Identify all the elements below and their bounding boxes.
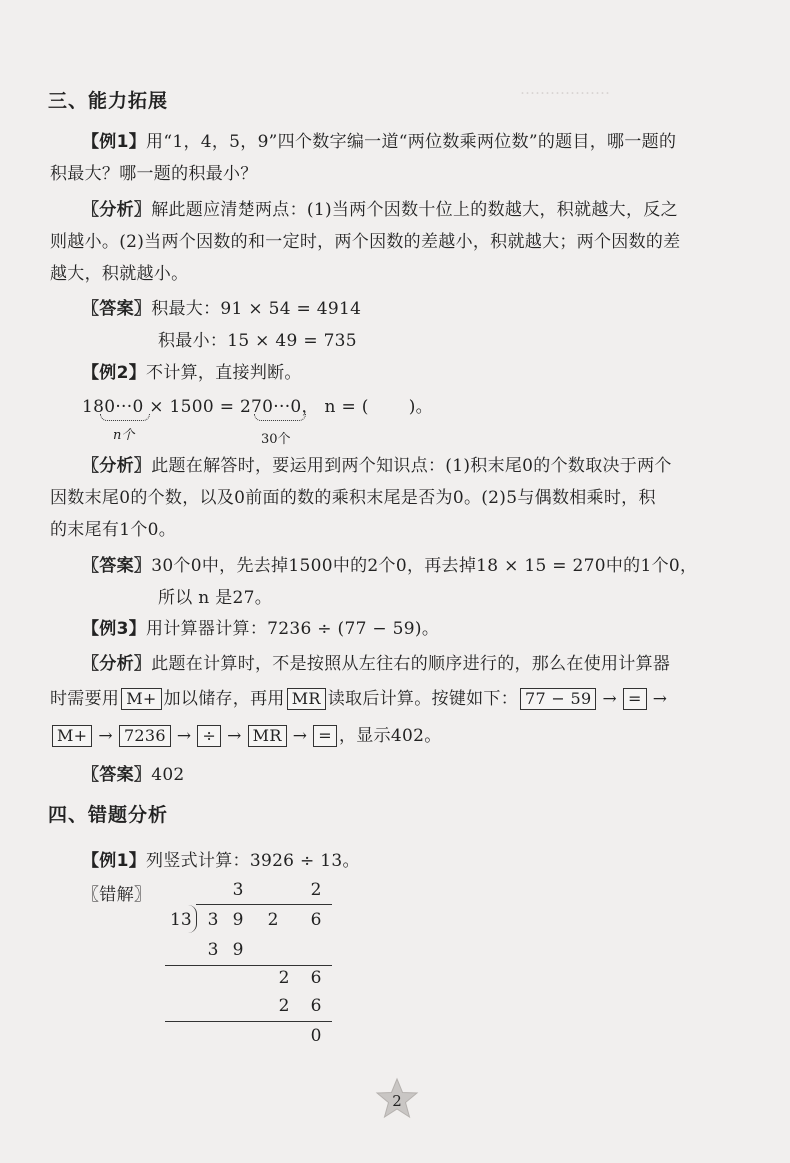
key-divide: ÷ [197,725,221,747]
divisor: 13 [170,910,192,930]
arrow-icon: → [98,726,113,746]
step-line [165,1021,332,1022]
ex3-question: 【例3】用计算器计算：7236 ÷ (77 − 59)。 [82,619,440,639]
step3-digit: 6 [310,996,322,1016]
ex1-question-line1: 【例1】用“1，4，5，9”四个数字编一道“两位数乘两位数”的题目，哪一题的 [82,132,677,152]
ex1-analysis-line1: 〖分析〗解此题应清楚两点：(1)当两个因数十位上的数越大，积就越大，反之 [82,200,678,220]
section-title-3: 三、能力拓展 [48,90,169,112]
step1-digit: 9 [232,940,244,960]
ex2-question: 【例2】不计算，直接判断。 [82,363,302,383]
key-mr: MR [287,688,326,710]
ex2-answer-line2: 所以 n 是27。 [158,588,273,608]
key-equals: = [623,688,647,710]
step3-digit: 2 [278,996,290,1016]
ex3-analysis-tag: 〖分析〗 [82,654,152,674]
quotient-digit: 3 [232,880,244,900]
arrow-icon: → [292,726,308,746]
ex3-analysis-line1: 〖分析〗此题在计算时，不是按照从左往右的顺序进行的，那么在使用计算器 [82,654,671,674]
section-title-4: 四、错题分析 [48,804,169,826]
ex2-expression: 180···0 × 1500 = 270···0， n = ( )。 [82,397,433,417]
step2-digit: 6 [310,968,322,988]
ex2-answer-line1: 〖答案〗30个0中，先去掉1500中的2个0，再去掉18 × 15 = 270中的1个0， [82,556,698,576]
s4-ex1-question: 【例1】列竖式计算：3926 ÷ 13。 [82,851,360,871]
step2-digit: 2 [278,968,290,988]
ex3-tag: 【例3】 [82,619,147,639]
arrow-icon: → [176,726,192,746]
key-mr: MR [248,725,287,747]
arrow-icon: → [227,726,242,746]
dividend-digit: 3 [207,910,219,930]
bleed-through-text: ……………… [520,80,610,98]
ex1-analysis-tag: 〖分析〗 [82,200,152,220]
key-m-plus: M+ [121,688,161,710]
page-number: 2 [392,1092,402,1110]
ex1-question-line2: 积最大？哪一题的积最小？ [50,164,258,184]
remainder: 0 [310,1026,322,1046]
ex2-brace-n [100,414,150,421]
ex2-brace-30 [254,414,306,421]
ex1-tag: 【例1】 [82,132,147,152]
ex2-under-n: n个 [113,428,135,443]
s4-ex1-tag: 【例1】 [82,851,147,871]
ex2-analysis-line2: 因数末尾0的个数，以及0前面的数的乘积末尾是否为0。(2)5与偶数相乘时，积 [50,488,656,508]
ex2-answer-tag: 〖答案〗 [82,556,152,576]
division-bar [196,904,332,905]
step1-digit: 3 [207,940,219,960]
dividend-digit: 6 [310,910,322,930]
key-m-plus: M+ [52,725,92,747]
ex3-answer: 〖答案〗402 [82,765,185,785]
ex3-analysis-line2: 时需要用 M+ 加以储存，再用 MR 读取后计算。按键如下： 77 − 59 → = → [50,689,668,709]
ex1-analysis-line2: 则越小。(2)当两个因数的和一定时，两个因数的差越小，积就越大；两个因数的差 [50,232,681,252]
s4-wrong-tag: 〖错解〗 [82,885,152,905]
ex2-analysis-tag: 〖分析〗 [82,456,152,476]
dividend-digit: 2 [267,910,279,930]
quotient-digit: 2 [310,880,322,900]
key-77-minus-59: 77 − 59 [520,688,596,710]
division-bracket [188,905,197,933]
arrow-icon: → [602,689,617,709]
step-line [165,965,332,966]
ex1-answer-tag: 〖答案〗 [82,299,152,319]
dividend-digit: 9 [232,910,244,930]
arrow-icon: → [652,689,668,709]
ex3-answer-tag: 〖答案〗 [82,765,152,785]
ex2-under-30: 30个 [261,432,291,447]
key-7236: 7236 [119,725,171,747]
key-equals: = [313,725,337,747]
ex1-analysis-line3: 越大，积就越小。 [50,264,189,284]
ex1-answer-line2: 积最小：15 × 49 = 735 [158,331,357,351]
ex2-analysis-line3: 的末尾有1个0。 [50,520,177,540]
ex2-analysis-line1: 〖分析〗此题在解答时，要运用到两个知识点：(1)积末尾0的个数取决于两个 [82,456,672,476]
ex3-key-sequence: M+ → 7236 → ÷ → MR → = ，显示402。 [50,721,442,747]
ex2-tag: 【例2】 [82,363,147,383]
ex1-answer-line1: 〖答案〗积最大：91 × 54 = 4914 [82,299,362,319]
